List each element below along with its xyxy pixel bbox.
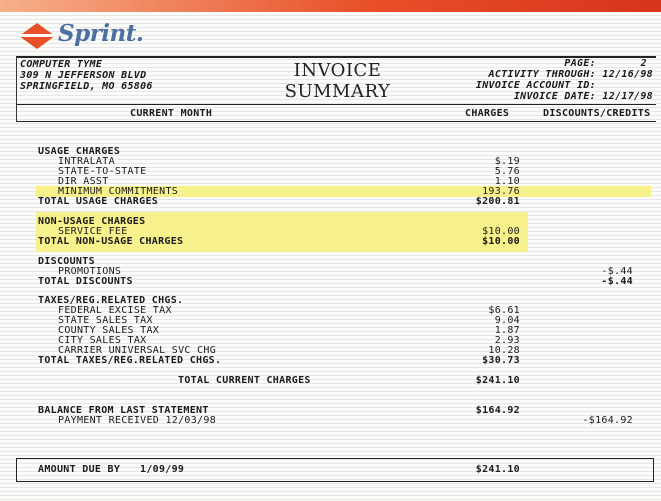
column-current-month: CURRENT MONTH	[130, 108, 213, 119]
page-value: 2	[640, 58, 647, 69]
tax-item-amount: 2.93	[494, 335, 520, 346]
total-current-amount: $241.10	[475, 375, 520, 386]
tax-item-amount: 1.87	[494, 325, 520, 336]
non-usage-total-amount: $10.00	[482, 236, 520, 247]
payment-received-label: PAYMENT RECEIVED 12/03/98	[58, 415, 217, 426]
tax-item-label: CARRIER UNIVERSAL SVC CHG	[58, 345, 217, 356]
invoice-title: INVOICE	[293, 60, 382, 81]
usage-item-amount: $.19	[494, 156, 520, 167]
payment-received-credit: -$164.92	[582, 415, 633, 426]
usage-item-label: STATE-TO-STATE	[58, 166, 147, 177]
activity-through-label: ACTIVITY THROUGH:	[488, 69, 596, 80]
columns-bottom-rule	[16, 121, 656, 122]
discounts-header: DISCOUNTS	[38, 256, 95, 267]
amount-due-date: 1/09/99	[140, 464, 185, 475]
customer-name: COMPUTER TYME	[20, 59, 103, 70]
balance-label: BALANCE FROM LAST STATEMENT	[38, 405, 209, 416]
usage-item-label: INTRALATA	[58, 156, 115, 167]
usage-total-amount: $200.81	[475, 196, 520, 207]
invoice-account-label: INVOICE ACCOUNT ID:	[475, 80, 596, 91]
non-usage-total-label: TOTAL NON-USAGE CHARGES	[38, 236, 184, 247]
non-usage-item-amount: $10.00	[482, 226, 520, 237]
invoice-date-label: INVOICE DATE:	[513, 91, 596, 102]
activity-through-value: 12/16/98	[602, 69, 653, 80]
usage-item-amount: 5.76	[494, 166, 520, 177]
page-label: PAGE:	[564, 58, 596, 69]
taxes-total-label: TOTAL TAXES/REG.RELATED CHGS.	[38, 355, 222, 366]
non-usage-header: NON-USAGE CHARGES	[38, 216, 146, 227]
total-current-label: TOTAL CURRENT CHARGES	[178, 375, 311, 386]
customer-address: 309 N JEFFERSON BLVD	[20, 70, 147, 81]
tax-item-amount: 9.04	[494, 315, 520, 326]
tax-item-label: FEDERAL EXCISE TAX	[58, 305, 172, 316]
usage-item-amount: 1.10	[494, 176, 520, 187]
discount-item-label: PROMOTIONS	[58, 266, 122, 277]
header-top-rule	[16, 56, 656, 58]
discount-item-credit: -$.44	[601, 266, 633, 277]
tax-item-amount: 10.28	[488, 345, 520, 356]
tax-item-label: COUNTY SALES TAX	[58, 325, 160, 336]
column-charges: CHARGES	[465, 108, 510, 119]
usage-header: USAGE CHARGES	[38, 146, 121, 157]
sprint-logo	[18, 20, 168, 54]
discounts-total-credit: -$.44	[601, 276, 633, 287]
header-bottom-rule	[16, 104, 656, 105]
column-discounts-credits: DISCOUNTS/CREDITS	[543, 108, 651, 119]
amount-due-label: AMOUNT DUE BY	[38, 464, 121, 475]
brand-name: Sprint.	[58, 20, 144, 47]
customer-city: SPRINGFIELD, MO 65806	[20, 81, 153, 92]
tax-item-amount: $6.61	[488, 305, 520, 316]
usage-item-label: MINIMUM COMMITMENTS	[58, 186, 179, 197]
taxes-header: TAXES/REG.RELATED CHGS.	[38, 295, 184, 306]
diamond-icon	[18, 22, 56, 50]
taxes-total-amount: $30.73	[482, 355, 520, 366]
invoice-date-value: 12/17/98	[602, 91, 653, 102]
tax-item-label: CITY SALES TAX	[58, 335, 147, 346]
usage-total-label: TOTAL USAGE CHARGES	[38, 196, 159, 207]
usage-item-label: DIR ASST	[58, 176, 109, 187]
balance-amount: $164.92	[475, 405, 520, 416]
discounts-total-label: TOTAL DISCOUNTS	[38, 276, 133, 287]
invoice-subtitle: SUMMARY	[284, 81, 391, 102]
header-left-edge	[16, 56, 17, 122]
brand-color-bar	[0, 0, 661, 12]
amount-due-amount: $241.10	[475, 464, 520, 475]
non-usage-item-label: SERVICE FEE	[58, 226, 128, 237]
tax-item-label: STATE SALES TAX	[58, 315, 153, 326]
usage-item-amount: 193.76	[482, 186, 520, 197]
